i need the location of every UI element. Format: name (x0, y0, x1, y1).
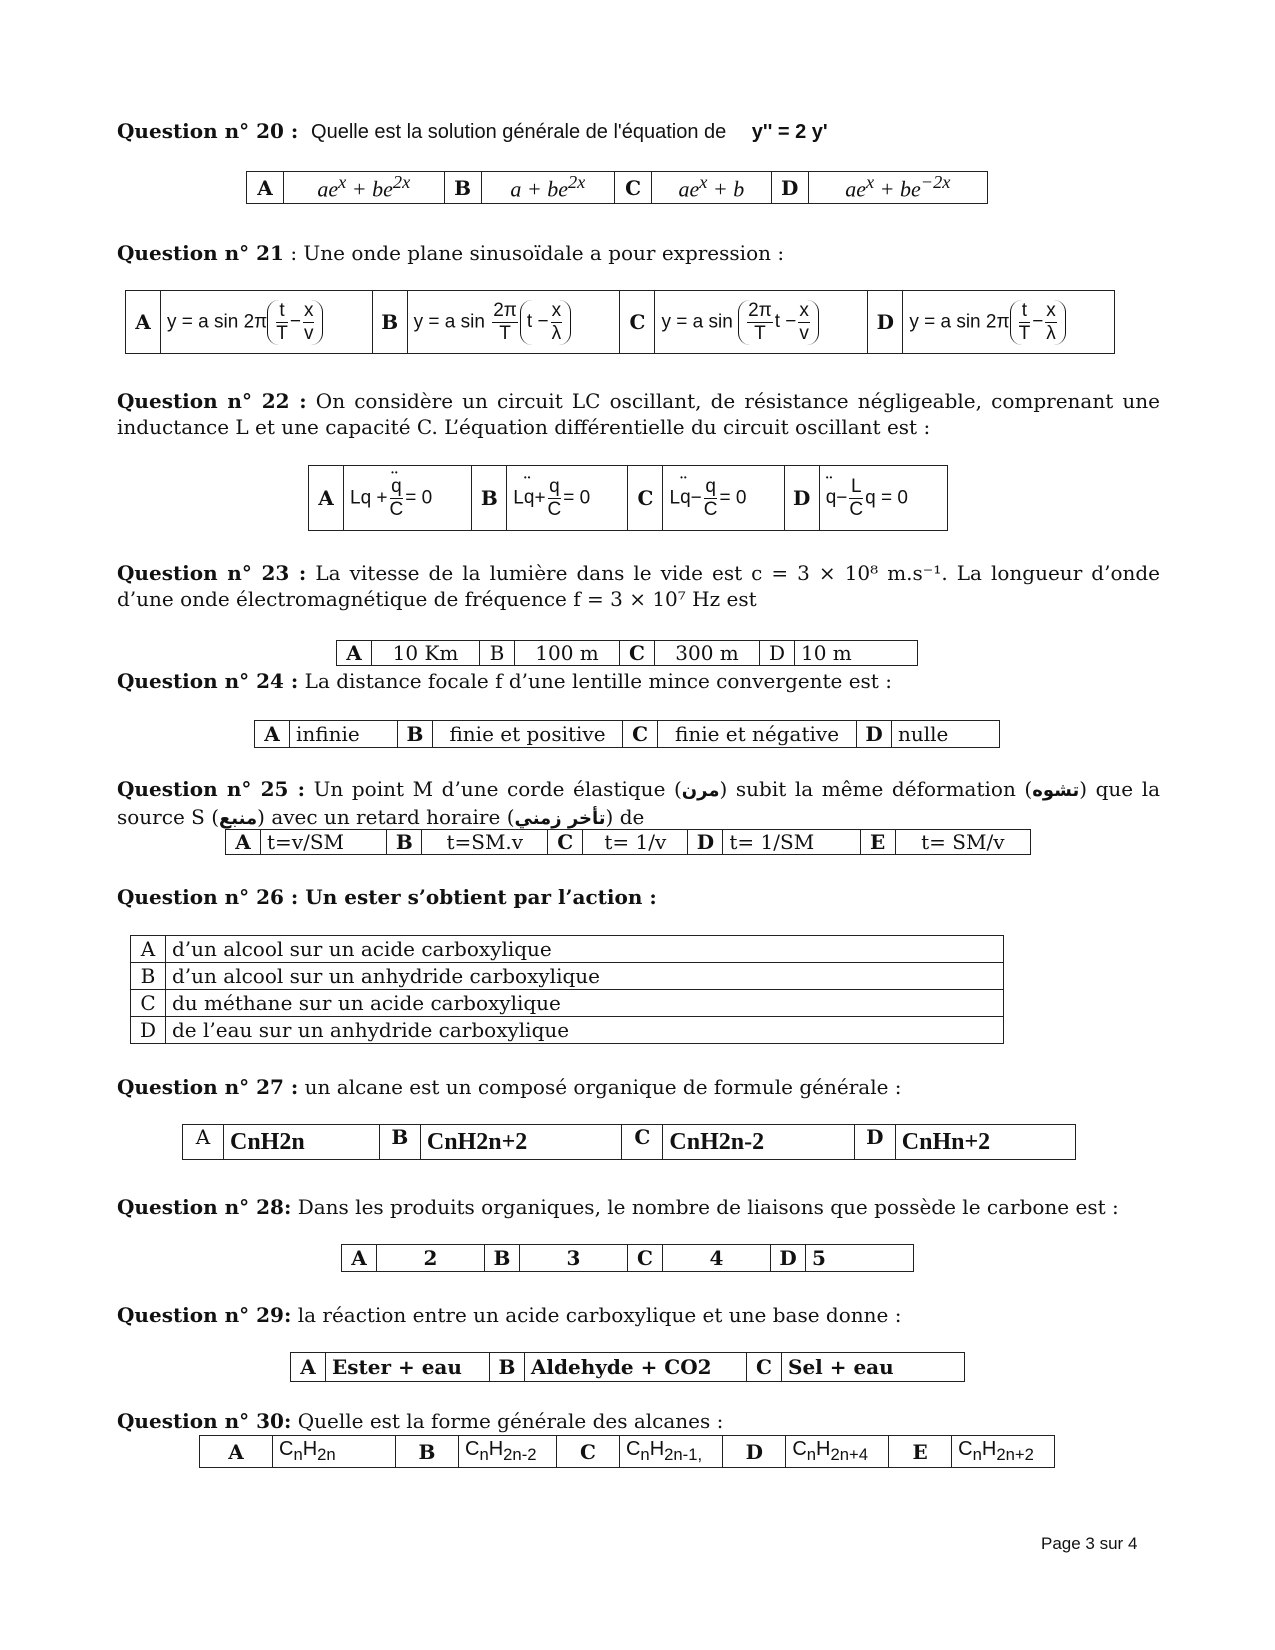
q22-option-c[interactable]: L•• q− $\frac{q}{C}$ = 0 (663, 466, 784, 531)
q27-letter-a[interactable]: A (183, 1125, 224, 1160)
q27-letter-c[interactable]: C (622, 1125, 663, 1160)
q24-option-c[interactable]: finie et négative (658, 721, 857, 748)
q25-arabic-3: منبع (219, 808, 258, 829)
q21-label: Question n° 21 (117, 241, 284, 265)
q25-label: Question n° 25 : (117, 777, 305, 801)
q20-letter-a[interactable]: A (247, 172, 284, 204)
q27-option-b[interactable]: CnH2n+2 (420, 1125, 622, 1160)
q25-text-3: ) que la source S ( (117, 777, 1161, 829)
q28-letter-c[interactable]: C (628, 1245, 663, 1272)
q29-letter-a[interactable]: A (291, 1353, 326, 1382)
q25-option-a[interactable]: t=v/SM (261, 830, 387, 855)
q28-option-c[interactable]: 4 (663, 1245, 771, 1272)
q20-option-b[interactable]: $a + be^{2x}$ (481, 172, 614, 204)
q30-letter-b[interactable]: B (396, 1436, 459, 1468)
q30-letter-d[interactable]: D (723, 1436, 786, 1468)
q22-text: On considère un circuit LC oscillant, de résistance négligeable, comprenant une inductance L et une capacité C. L’équation différentielle du circuit oscillant est : (117, 389, 1160, 439)
q24-options (254, 720, 1000, 748)
q24-option-d[interactable]: nulle (892, 721, 1000, 748)
q28-option-b[interactable]: 3 (520, 1245, 628, 1272)
q26-option-d[interactable]: de l’eau sur un anhydride carboxylique (166, 1017, 1004, 1044)
q23-letter-c[interactable]: C (620, 641, 655, 666)
q21-option-b[interactable]: y = a sin $\frac{2\pi}{T}$ t − $\frac{x}{\lambda}$ (407, 291, 620, 354)
q20-label: Question n° 20 : (117, 119, 299, 143)
q22-option-d[interactable]: •• q− $\frac{L}{C}$ q = 0 (819, 466, 947, 531)
q29-text: la réaction entre un acide carboxylique et une base donne : (291, 1303, 902, 1327)
q25-letter-b[interactable]: B (387, 830, 422, 855)
q22-letter-b[interactable]: B (472, 466, 507, 531)
q24-option-b[interactable]: finie et positive (433, 721, 623, 748)
q30-option-b[interactable]: $C_nH_{2n-2}$ (459, 1436, 557, 1468)
q23-letter-d[interactable]: D (760, 641, 795, 666)
q29-letter-c[interactable]: C (747, 1353, 782, 1382)
q25-text-5: ) de (605, 805, 645, 829)
q27-letter-d[interactable]: D (854, 1125, 895, 1160)
q24-text: La distance focale f d’une lentille mince convergente est : (298, 669, 892, 693)
q23-option-a[interactable]: 10 Km (372, 641, 480, 666)
q25-letter-a[interactable]: A (226, 830, 261, 855)
q22-letter-a[interactable]: A (309, 466, 344, 531)
q26-letter-d[interactable]: D (131, 1017, 166, 1044)
q20-option-a[interactable]: $ae^x + be^{2x}$ (284, 172, 445, 204)
q29-options (290, 1352, 965, 1382)
q20-letter-c[interactable]: C (615, 172, 652, 204)
q21-letter-a[interactable]: A (126, 291, 161, 354)
q26-letter-a[interactable]: A (131, 936, 166, 963)
q24-letter-d[interactable]: D (857, 721, 892, 748)
q27-text: un alcane est un composé organique de formule générale : (298, 1075, 902, 1099)
question-28 (117, 1194, 1160, 1220)
q20-letter-b[interactable]: B (444, 172, 481, 204)
question-21 (117, 240, 1160, 266)
q20-option-d[interactable]: $ae^x + be^{-2x}$ (808, 172, 987, 204)
q29-option-c[interactable]: Sel + eau (782, 1353, 965, 1382)
q21-letter-c[interactable]: C (620, 291, 655, 354)
q28-letter-b[interactable]: B (485, 1245, 520, 1272)
q29-option-b[interactable]: Aldehyde + CO2 (524, 1353, 746, 1382)
q27-option-c[interactable]: CnH2n-2 (663, 1125, 854, 1160)
q30-option-c[interactable]: $C_nH_{2n-1,}$ (619, 1436, 722, 1468)
q25-letter-e[interactable]: E (860, 830, 895, 855)
q21-option-a[interactable]: y = a sin 2π $\frac{t}{T}$ − $\frac{x}{v}$ (161, 291, 373, 354)
q22-option-a[interactable]: Lq + •• $\frac{q}{C}$ = 0 (344, 466, 472, 531)
q29-letter-b[interactable]: B (489, 1353, 524, 1382)
q25-option-b[interactable]: t=SM.v (422, 830, 548, 855)
q25-option-e[interactable]: t= SM/v (895, 830, 1030, 855)
q23-text: La vitesse de la lumière dans le vide est c = 3 × 10⁸ m.s⁻¹. La longueur d’onde d’une onde électromagnétique de fréquence f = 3 × 10⁷ Hz est (117, 561, 1161, 611)
q30-letter-a[interactable]: A (200, 1436, 273, 1468)
q25-arabic-4: تأخر زمني (514, 808, 606, 829)
q27-option-a[interactable]: CnH2n (224, 1125, 380, 1160)
q25-arabic-2: تشوه (1032, 780, 1080, 801)
q30-letter-c[interactable]: C (556, 1436, 619, 1468)
q29-label: Question n° 29: (117, 1303, 292, 1327)
q30-option-a[interactable]: $C_nH_{2n}$ (273, 1436, 396, 1468)
q30-option-d[interactable]: $C_nH_{2n+4}$ (786, 1436, 889, 1468)
q28-text: Dans les produits organiques, le nombre de liaisons que possède le carbone est : (291, 1195, 1119, 1219)
q20-equation: y'' = 2 y' (751, 121, 828, 143)
q25-option-d[interactable]: t= 1/SM (723, 830, 860, 855)
q27-letter-b[interactable]: B (379, 1125, 420, 1160)
q21-text: : Une onde plane sinusoïdale a pour expression : (283, 241, 785, 265)
q24-letter-c[interactable]: C (623, 721, 658, 748)
q25-text-1: Un point M d’une corde élastique ( (304, 777, 682, 801)
question-23 (117, 560, 1160, 612)
q28-option-d[interactable]: 5 (806, 1245, 914, 1272)
q20-text: Quelle est la solution générale de l'équation de (311, 121, 727, 143)
q28-letter-d[interactable]: D (771, 1245, 806, 1272)
q29-option-a[interactable]: Ester + eau (326, 1353, 490, 1382)
q22-label: Question n° 22 : (117, 389, 307, 413)
question-20 (117, 118, 1160, 145)
q23-label: Question n° 23 : (117, 561, 307, 585)
q23-option-b[interactable]: 100 m (515, 641, 620, 666)
q25-text-2: ) subit la même déformation ( (719, 777, 1033, 801)
q22-options (308, 465, 948, 531)
q25-option-c[interactable]: t= 1/v (583, 830, 688, 855)
q23-option-c[interactable]: 300 m (655, 641, 760, 666)
q25-arabic-1: مرن (681, 780, 720, 801)
question-24 (117, 668, 1160, 694)
q23-letter-b[interactable]: B (480, 641, 515, 666)
q21-letter-d[interactable]: D (868, 291, 903, 354)
q23-options (336, 640, 918, 666)
q26-options (130, 935, 1004, 1044)
q20-options (246, 171, 988, 204)
q26-letter-c[interactable]: C (131, 990, 166, 1017)
q26-letter-b[interactable]: B (131, 963, 166, 990)
q27-options (182, 1124, 1076, 1160)
q26-option-b[interactable]: d’un alcool sur un anhydride carboxylique (166, 963, 1004, 990)
q30-label: Question n° 30: (117, 1409, 292, 1433)
question-22 (117, 388, 1160, 440)
q30-option-e[interactable]: $C_nH_{2n+2}$ (952, 1436, 1055, 1468)
q25-letter-d[interactable]: D (688, 830, 723, 855)
q24-letter-b[interactable]: B (398, 721, 433, 748)
q27-option-d[interactable]: CnHn+2 (895, 1125, 1075, 1160)
q28-option-a[interactable]: 2 (377, 1245, 485, 1272)
q25-options (225, 829, 1031, 855)
q30-options (199, 1435, 1055, 1468)
question-26 (117, 884, 1160, 910)
page-number: Page 3 sur 4 (1041, 1534, 1138, 1553)
q28-letter-a[interactable]: A (342, 1245, 377, 1272)
q20-letter-d[interactable]: D (771, 172, 808, 204)
q20-option-c[interactable]: $ae^x + b$ (652, 172, 772, 204)
q23-option-d[interactable]: 10 m (795, 641, 918, 666)
q26-option-c[interactable]: du méthane sur un acide carboxylique (166, 990, 1004, 1017)
q30-text: Quelle est la forme générale des alcanes : (291, 1409, 724, 1433)
q21-option-c[interactable]: y = a sin $\frac{2\pi}{T}$ t − $\frac{x}{v}$ (655, 291, 868, 354)
q24-label: Question n° 24 : (117, 669, 299, 693)
q28-label: Question n° 28: (117, 1195, 292, 1219)
q21-letter-b[interactable]: B (372, 291, 407, 354)
question-30 (117, 1408, 1160, 1434)
q22-letter-c[interactable]: C (628, 466, 663, 531)
q21-options (125, 290, 1115, 354)
q30-letter-e[interactable]: E (889, 1436, 952, 1468)
q22-letter-d[interactable]: D (784, 466, 819, 531)
q24-option-a[interactable]: infinie (290, 721, 398, 748)
question-25 (117, 776, 1160, 832)
q21-option-d[interactable]: y = a sin 2π $\frac{t}{T}$ − $\frac{x}{\lambda}$ (903, 291, 1115, 354)
q24-letter-a[interactable]: A (255, 721, 290, 748)
q22-option-b[interactable]: L•• q+ $\frac{q}{C}$ = 0 (507, 466, 628, 531)
q25-text-4: ) avec un retard horaire ( (257, 805, 515, 829)
q26-label: Question n° 26 : Un ester s’obtient par l’action : (117, 885, 657, 909)
question-29 (117, 1302, 1160, 1328)
question-27 (117, 1074, 1160, 1100)
q25-letter-c[interactable]: C (548, 830, 583, 855)
q26-option-a[interactable]: d’un alcool sur un acide carboxylique (166, 936, 1004, 963)
q28-options (341, 1244, 914, 1272)
q23-letter-a[interactable]: A (337, 641, 372, 666)
q27-label: Question n° 27 : (117, 1075, 299, 1099)
